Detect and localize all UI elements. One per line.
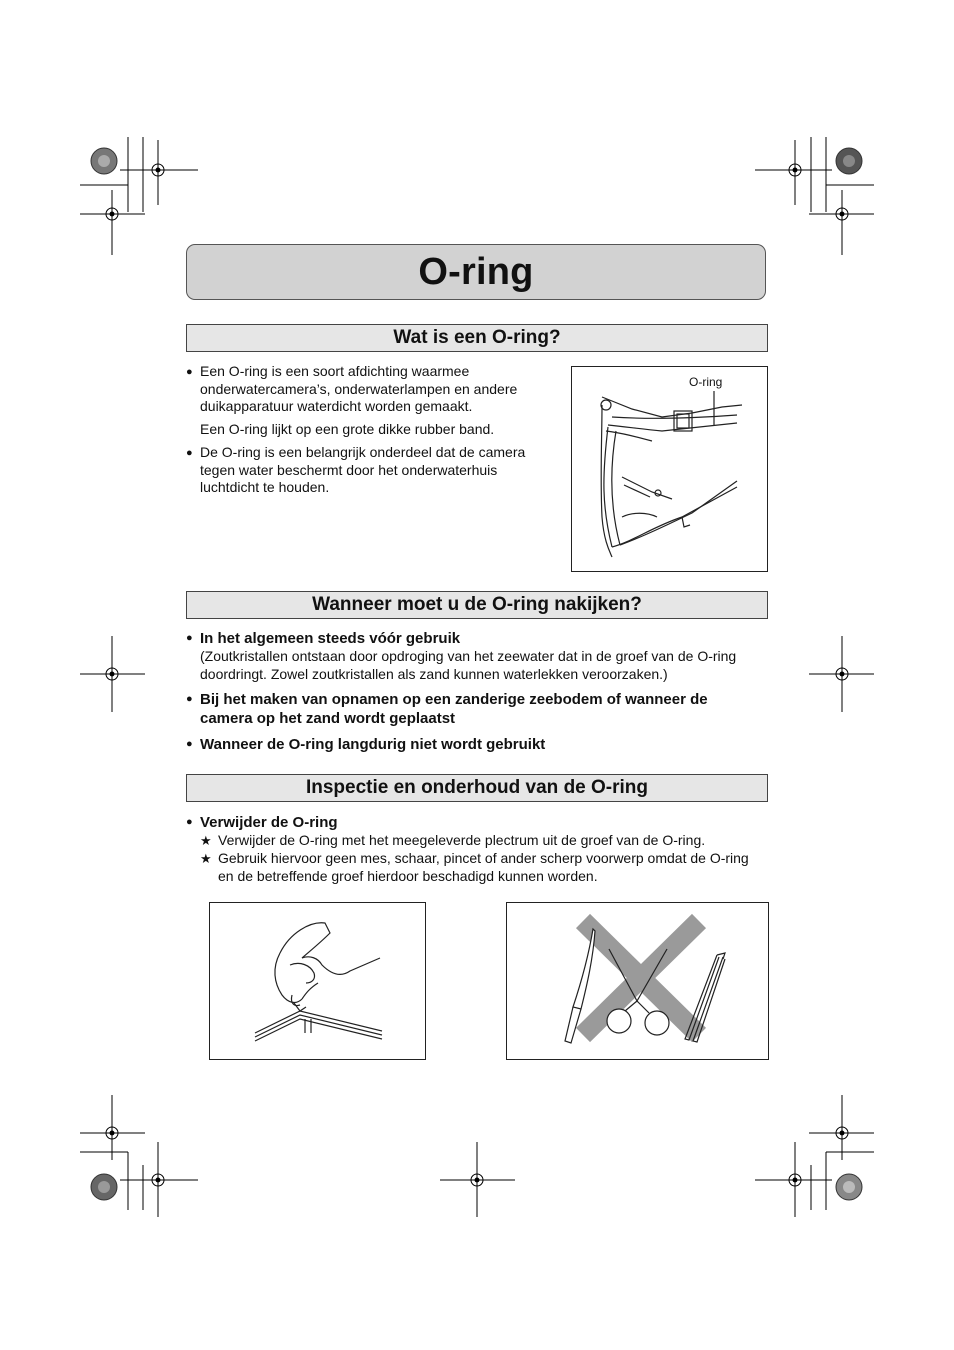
o-ring-housing-figure [571, 366, 768, 572]
what-note: Een O-ring lijkt op een grote dikke rubber band. [200, 420, 495, 437]
what-bullet-2: ● De O-ring is een belangrijk onderdeel dat de camera tegen water beschermt door het onderwaterhuis luchtdicht te houden. [186, 444, 526, 495]
page-title: O-ring [418, 250, 534, 293]
bullet-icon: ● [186, 366, 193, 378]
star-icon: ★ [200, 851, 212, 866]
bullet-icon: ● [186, 738, 193, 750]
section-heading-what: Wat is een O-ring? [186, 324, 768, 352]
bullet-icon: ● [186, 447, 193, 459]
when-item-2: ● Bij het maken van opnamen op een zanderige zeebodem of wanneer de camera op het zand wordt geplaatst [186, 691, 708, 727]
bullet-icon: ● [186, 693, 193, 705]
page-title-box [186, 244, 766, 300]
inspect-sub-1: ★ Verwijder de O-ring met het meegeleverde plectrum uit de groef van de O-ring. [200, 832, 706, 848]
o-ring-label: O-ring [689, 375, 723, 389]
section-heading-inspect: Inspectie en onderhoud van de O-ring [186, 774, 768, 802]
bullet-icon: ● [186, 816, 193, 828]
bullet-icon: ● [186, 632, 193, 644]
section-heading-when: Wanneer moet u de O-ring nakijken? [186, 591, 768, 619]
inspect-sub-2: ★ Gebruik hiervoor geen mes, schaar, pincet of ander scherp voorwerp omdat de O-ring en de betreffende groef hierdoor beschadigd kunnen worden. [200, 850, 749, 884]
forbidden-tools-figure [506, 902, 769, 1060]
when-item-1: ● In het algemeen steeds vóór gebruik (Zoutkristallen ontstaan door opdroging van het zeewater dat in de groef van de O-ring doordringt. Zowel zoutkristallen als zand kunnen waterlekken veroorzaken.) [186, 630, 737, 682]
star-icon: ★ [200, 833, 212, 848]
when-item-3: ● Wanneer de O-ring langdurig niet wordt gebruikt [186, 736, 546, 753]
tools-illustration [507, 903, 768, 1059]
housing-illustration [572, 367, 767, 571]
hand-removing-o-ring-figure [209, 902, 426, 1060]
what-bullet-1: ● Een O-ring is een soort afdichting waarmee onderwatercamera’s, onderwaterlampen en andere duikapparatuur waterdicht worden gemaakt. Een O-ring lijkt op een grote dikke rubber band. [186, 363, 556, 438]
hand-illustration [210, 903, 425, 1059]
prohibited-cross-icon [583, 921, 699, 1035]
inspect-item-1: ● Verwijder de O-ring [186, 814, 338, 831]
